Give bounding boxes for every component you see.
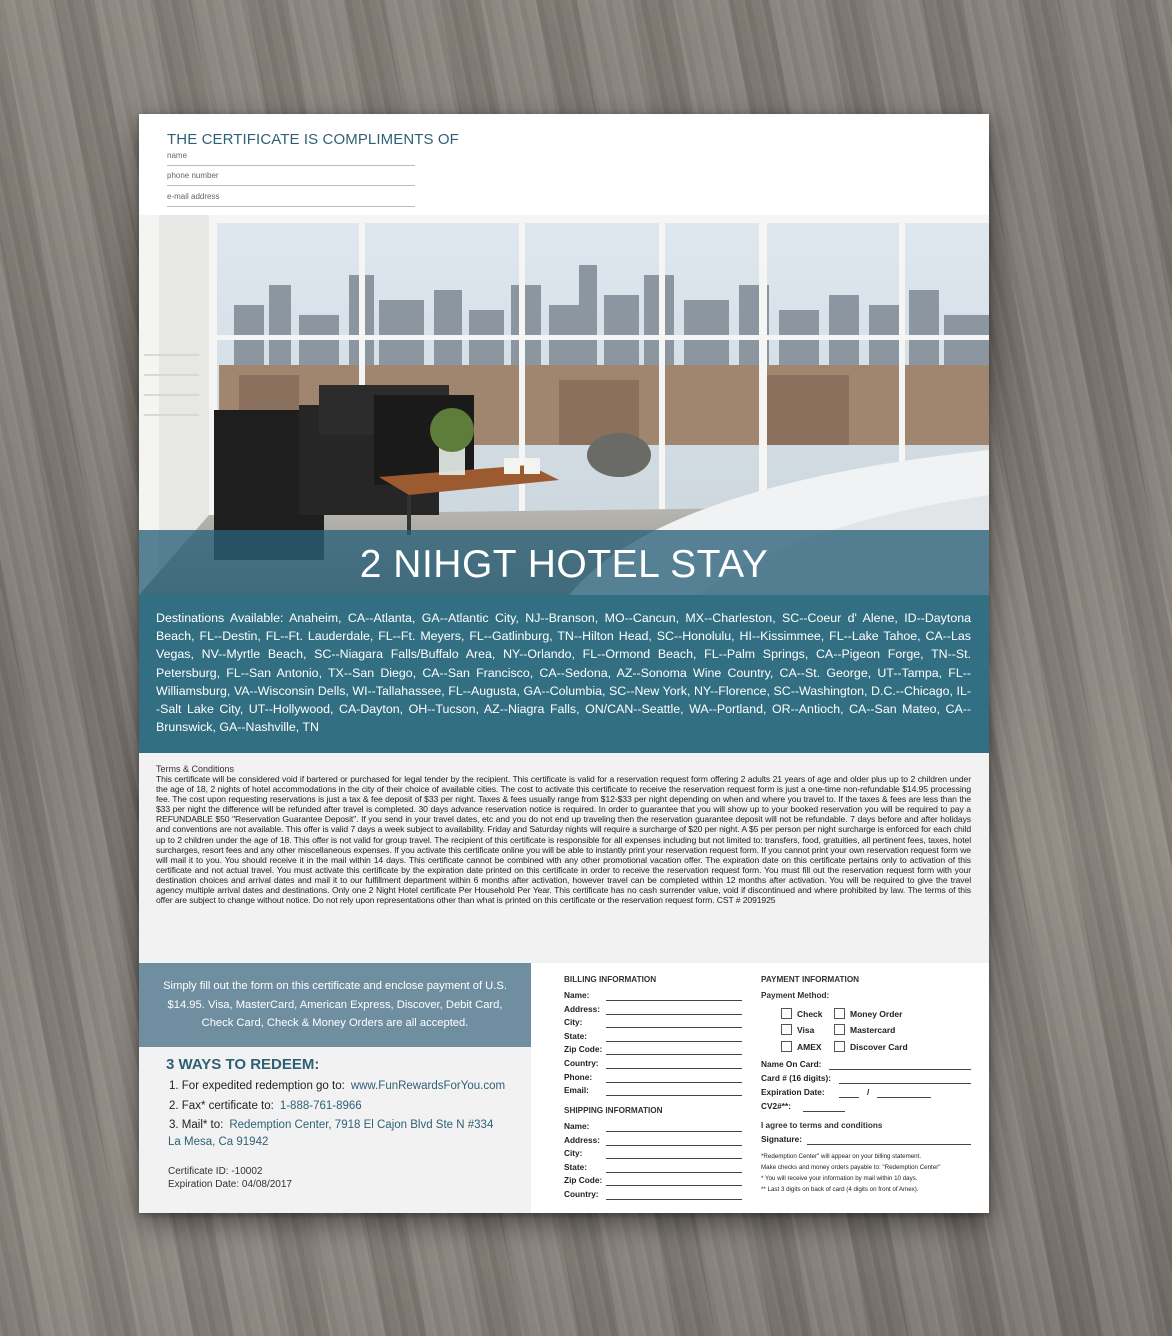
redeem-website-link[interactable]: www.FunRewardsForYou.com: [350, 1080, 506, 1092]
phone-field[interactable]: phone number: [167, 171, 415, 186]
certificate-page: [139, 114, 989, 1213]
certificate-id: Certificate ID: -10002: [168, 1166, 263, 1177]
compliments-title: THE CERTIFICATE IS COMPLIMENTS OF: [167, 131, 459, 148]
name-on-card-field[interactable]: Name On Card:: [761, 1059, 971, 1071]
agree-terms-label: I agree to terms and conditions: [761, 1121, 883, 1130]
certificate-meta: [168, 1165, 292, 1191]
checkbox-visa[interactable]: Visa: [781, 1024, 814, 1035]
cv2-field[interactable]: CV2#**:: [761, 1101, 971, 1113]
billing-field-country[interactable]: Country:: [564, 1058, 742, 1070]
redeem-way-web: 1. For expedited redemption go to: www.FunRewardsForYou.com: [169, 1080, 506, 1092]
billing-field-name[interactable]: Name:: [564, 990, 742, 1002]
billing-field-address[interactable]: Address:: [564, 1004, 742, 1016]
expiration-date: Expiration Date: 04/08/2017: [168, 1179, 292, 1190]
shipping-field-state[interactable]: State:: [564, 1162, 742, 1174]
billing-field-phone[interactable]: Phone:: [564, 1072, 742, 1084]
signature-field[interactable]: Signature:: [761, 1134, 971, 1146]
billing-field-state[interactable]: State:: [564, 1031, 742, 1043]
mail-address-city: La Mesa, Ca 91942: [168, 1136, 269, 1148]
ways-to-redeem-title: 3 WAYS TO REDEEM:: [166, 1056, 320, 1073]
shipping-field-zipcode[interactable]: Zip Code:: [564, 1175, 742, 1187]
fax-number: 1-888-761-8966: [279, 1100, 362, 1112]
card-number-field[interactable]: Card # (16 digits):: [761, 1073, 971, 1085]
checkbox-discover[interactable]: Discover Card: [834, 1041, 908, 1052]
redeem-way-fax: 2. Fax* certificate to: 1-888-761-8966: [169, 1100, 362, 1112]
shipping-field-city[interactable]: City:: [564, 1148, 742, 1160]
hotel-room-photo: [139, 215, 989, 595]
payment-method-label: Payment Method:: [761, 991, 830, 1000]
billing-field-email[interactable]: Email:: [564, 1085, 742, 1097]
payment-info-text: Simply fill out the form on this certificate and enclose payment of U.S. $14.95. Visa, MasterCard, American Express, Discover, Debit Card, Check Card, Check & Money Orders are all accepted.: [163, 980, 507, 1030]
expiration-separator: /: [867, 1087, 870, 1097]
billing-field-city[interactable]: City:: [564, 1017, 742, 1029]
note-payable-to: Make checks and money orders payable to: "Redemption Center": [761, 1164, 941, 1171]
checkbox-mastercard[interactable]: Mastercard: [834, 1024, 895, 1035]
terms-section: [139, 753, 989, 963]
terms-body: This certificate will be considered void if bartered or purchased for legal tender by the recipient. This certificate is valid for a reservation request form offering 2 adults 21 years of age and older plus up to 2 children under the age of 18, 2 nights of hotel accommodations in the city of their choice of available cities. The cost to activate this certificate to receive the reservation request form is just a one-time non-refundable $14.95 processing fee. The cost upon requesting reservations is just a tax & fee deposit of $33 per night. Taxes & fees usually range from $12-$33 per night depending on when and where you travel to. If the taxes & fees are less than the $33 per night the difference will be refunded after travel is completed. 30 days advance reservation notice is required. In order to guarantee that you will show up to your booked reservation you will be required to pay a REFUNDABLE $50 "Reservation Guarantee Deposit". If you send in your travel dates, etc and you do not end up traveling then the reservation guarantee deposit will not be refundable. 7 days before and after holidays and conventions are not available. This offer is valid 7 days a week subject to availability. Friday and Saturday nights will require a surcharge of $20 per night. A $5 per person per night surcharge is enforced for each child up to 2 children under the age of 18. This offer is not valid for group travel. The recipient of this certificate is responsible for all expenses including but not limited to: transfers, food, gratuities, all pertinent fees, taxes, hotel surcharges, resort fees and any other miscellaneous expenses. If you activate this certificate online you will be able to instantly print your reservation request form. If you cannot print your own reservation request form we will mail it to you. You should receive it in the mail within 14 days. This certificate cannot be combined with any other promotional vacation offer. The expiration date on this certificate pertains only to activation of this certificate and not actual travel. You must activate this certificate by the expiration date printed on this certificate in order to receive the reservation request form. You must fill out the reservation request form with your destination choices and arrival dates and mail it to our fulfillment department within 6 months after activation, however travel can be completed within 12 months after activation. You will be required to give the travel agency multiple arrival dates and destinations. Only one 2 Night Hotel certificate Per Household Per Year. This certificate has no cash surrender value, void if discontinued and where prohibited by law. The terms of this offer are subject to change without notice. Do not rely upon representations other than what is printed on this certificate or the reservation request form. CST # 2091925: [156, 774, 971, 906]
shipping-field-name[interactable]: Name:: [564, 1121, 742, 1133]
redeem-way-mail: 3. Mail* to: Redemption Center, 7918 El Cajon Blvd Ste N #334: [169, 1119, 494, 1131]
shipping-heading: SHIPPING INFORMATION: [564, 1106, 663, 1115]
note-cv2: ** Last 3 digits on back of card (4 digits on front of Amex).: [761, 1186, 919, 1193]
destinations-text: Destinations Available: Anaheim, CA--Atlanta, GA--Atlantic City, NJ--Branson, MO--Cancun, MX--Charleston, SC--Coeur d' Alene, ID--Daytona Beach, FL--Destin, FL--Ft. Lauderdale, FL--Ft. Meyers, FL--Gatlinburg, TN--Hilton Head, SC--Honolulu, HI--Kissimmee, FL--Lake Tahoe, CA--Las Vegas, NV--Myrtle Beach, SC--Niagara Falls/Buffalo Area, NY--Orlando, FL--Ormond Beach, FL--Palm Springs, CA--Pigeon Forge, TN--St. Petersburg, FL--San Antonio, TX--San Diego, CA--San Francisco, CA--Sedona, AZ--Sonoma Wine Country, CA--St. George, UT--Tampa, FL--Williamsburg, VA--Wisconsin Dells, WI--Tallahassee, FL--Augusta, GA--Columbia, SC--New York, NY--Florence, SC--Washington, D.C.--Chicago, IL--Salt Lake City, UT--Hollywood, CA-Dayton, OH--Tucson, AZ--Niagra Falls, ON/CAN--Seattle, WA--Portland, OR--Antioch, CA--San Mateo, CA--Brunswick, GA--Nashville, TN: [156, 611, 971, 735]
expiration-field[interactable]: Expiration Date: /: [761, 1087, 971, 1099]
hero-title: 2 NIHGT HOTEL STAY: [359, 543, 769, 586]
name-field[interactable]: name: [167, 151, 415, 166]
redeem-panel: [139, 963, 531, 1213]
terms-heading: Terms & Conditions: [156, 764, 235, 774]
mail-address: Redemption Center, 7918 El Cajon Blvd Ste N #334: [229, 1119, 494, 1131]
payment-info-box: [139, 963, 531, 1047]
checkbox-money-order[interactable]: Money Order: [834, 1008, 902, 1019]
shipping-field-country[interactable]: Country:: [564, 1189, 742, 1201]
email-field[interactable]: e-mail address: [167, 192, 415, 207]
checkbox-check[interactable]: Check: [781, 1008, 823, 1019]
note-mail-time: * You will receive your information by mail within 10 days.: [761, 1175, 918, 1182]
order-form: [531, 963, 989, 1213]
destinations-section: [139, 595, 989, 753]
payment-heading: PAYMENT INFORMATION: [761, 975, 860, 984]
checkbox-amex[interactable]: AMEX: [781, 1041, 822, 1052]
note-billing-statement: *Redemption Center" will appear on your billing statement.: [761, 1153, 922, 1160]
shipping-field-address[interactable]: Address:: [564, 1135, 742, 1147]
billing-field-zipcode[interactable]: Zip Code:: [564, 1044, 742, 1056]
billing-heading: BILLING INFORMATION: [564, 975, 657, 984]
